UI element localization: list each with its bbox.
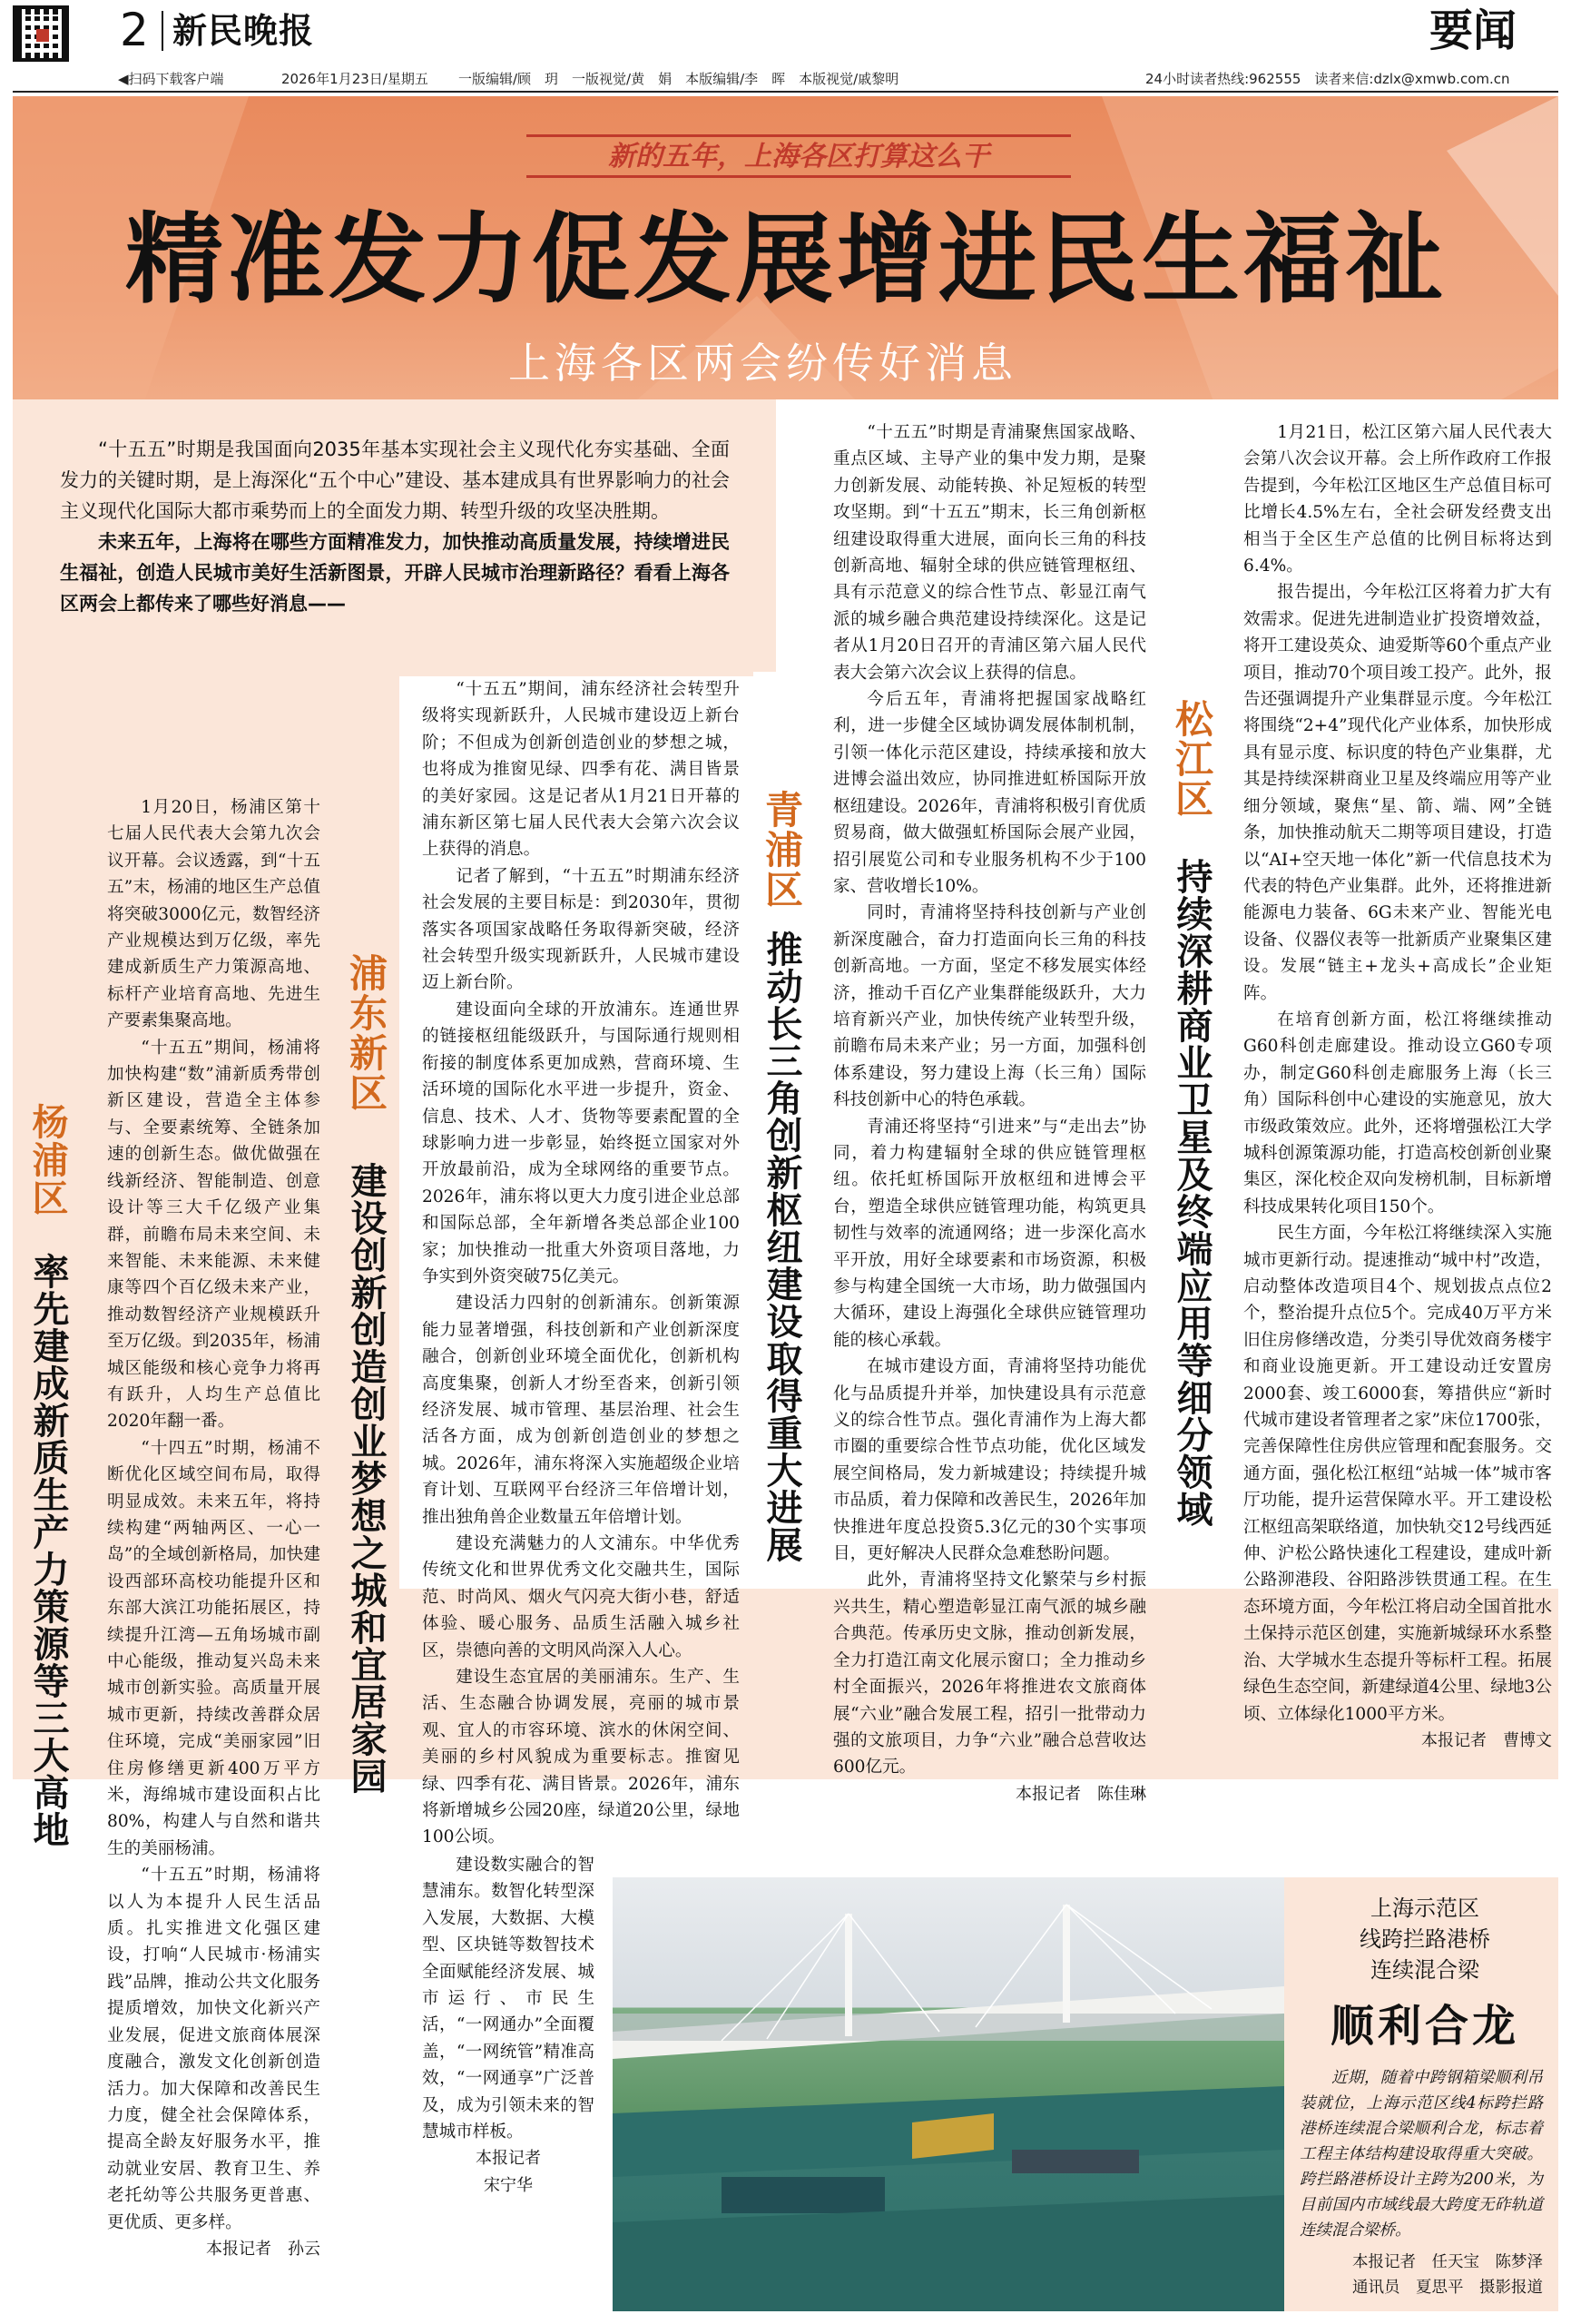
paragraph: 今后五年，青浦将把握国家战略红利，进一步健全区域协调发展体制机制，引领一体化示范区建设，持续承接和放大进博会溢出效应，协同推进虹桥国际开放枢纽建设。2026年，青浦将积极引育优质贸易商，做大做强虹桥国际会展产业园，招引展览公司和专业服务机构不少于100家、营收增长10%。: [833, 690, 1146, 896]
paragraph: 建设数实融合的智慧浦东。数智化转型深入发展，大数据、大模型、区块链等数智技术全面赋能经济发展、城市运行、市民生活，“一网通办”全面覆盖，“一网统管”精准高效，“一网通享”广泛普及，成为引领未来的智慧城市样板。: [422, 1856, 594, 2142]
qr-code[interactable]: [13, 5, 69, 62]
article-title-yangpu: 率先建成新质生产力策源等三大高地: [27, 1253, 69, 1848]
byline: 本报记者 陈佳琳: [1016, 1784, 1146, 1804]
intro-box: [36, 418, 753, 676]
section-label: 要闻: [1429, 5, 1517, 56]
paragraph: 建设充满魅力的人文浦东。中华优秀传统文化和世界优秀文化交融共生，国际范、时尚风、烟火气闪亮大街小巷，舒适体验、暖心服务、品质生活融入城乡社区，崇德向善的文明风尚深入人心。: [422, 1534, 740, 1660]
paragraph: 记者了解到，“十五五”时期浦东经济社会发展的主要目标是：到2030年，贯彻落实各项国家战略任务取得新突破，经济社会转型升级实现新跃升，人民城市建设迈上新台阶。: [422, 866, 740, 993]
paragraph: 此外，青浦将坚持文化繁荣与乡村振兴共生，精心塑造彰显江南气派的城乡融合典范。传承历史文脉，推动创新发展，全力打造江南文化展示窗口；全力推动乡村全面振兴，2026年将推进农文旅商体展“六业”融合发展工程，招引一批带动力强的文旅项目，力争“六业”融合总营收达600亿元。: [833, 1571, 1146, 1777]
banner-kicker: [526, 134, 1071, 178]
paragraph: 民生方面，今年松江将继续深入实施城市更新行动。提速推动“城中村”改造，启动整体改造项目4个、规划拔点点位2个，整治提升点位5个。完成40万平方米旧住房修缮改造，分类引导优效商务楼宇和商业设施更新。开工建设动迁安置房2000套、竣工6000套，筹措供应“新时代城市建设者管理者之家”床位1700张，完善保障性住房供应管理和配套服务。交通方面，强化松江枢纽“站城一体”城市客厅功能，提升运营保障水平。开工建设松江枢纽高架联络道，加快轨交12号线西延伸、沪松公路快速化工程建设，建成叶新公路泖港段、谷阳路涉铁贯通工程。在生态环境方面，今年松江将启动全国首批水土保持示范区创建，实施新城绿环水系整治、大学城水生态提升等标杆工程。拓展绿色生态空间，新建绿道4公里、绿地3公顷、立体绿化1000平方米。: [1243, 1224, 1552, 1724]
bridge-subtitle-line: 连续混合梁: [1370, 1957, 1479, 1983]
bridge-illustration: [613, 1877, 1284, 2311]
paragraph: “十五五”期间，杨浦将加快构建“数”浦新质秀带创新区建设，营造全主体参与、全要素统筹、全链条加速的创新生态。做优做强在线新经济、智能制造、创意设计等三大千亿级产业集群，前瞻布局未来空间、未来智能、未来能源、未来健康等四个百亿级未来产业，推动数智经济产业规模跃升至万亿级。到2035年，杨浦城区能级和核心竞争力将再有跃升，人均生产总值比2020年翻一番。: [107, 1038, 320, 1432]
paragraph: 1月21日，松江区第六届人民代表大会第八次会议开幕。会上所作政府工作报告提到，今年松江区地区生产总值目标可比增长4.5%左右，全社会研发经费支出相当于全区生产总值的比例目标将达到6.4%。: [1243, 423, 1552, 576]
article-title-pudong: 建设创新创造创业梦想之城和宜居家园: [345, 1162, 387, 1795]
article-body-pudong: [422, 676, 740, 1849]
banner-kicker-text: 新的五年，上海各区打算这么干: [608, 141, 989, 172]
paragraph: 1月20日，杨浦区第十七届人民代表大会第九次会议开幕。会议透露，到“十五五”末，杨浦的地区生产总值将突破3000亿元，数智经济产业规模达到万亿级，率先建成新质生产力策源高地、标杆产业培育高地、先进生产要素集聚高地。: [107, 798, 320, 1031]
paragraph: 在城市建设方面，青浦将坚持功能优化与品质提升并举，加快建设具有示范意义的综合性节点。强化青浦作为上海大都市圈的重要综合性节点功能，优化区域发展空间格局，发力新城建设；持续提升城市品质，着力保障和改善民生，2026年加快推进年度总投资5.3亿元的30个实事项目，更好解决人民群众急难愁盼问题。: [833, 1357, 1146, 1564]
paragraph: 青浦还将坚持“引进来”与“走出去”协同，着力构建辐射全球的供应链管理枢纽。依托虹桥国际开放枢纽和进博会平台，塑造全球供应链管理功能，构筑更具韧性与效率的流通网络；进一步深化高水平开放，用好全球要素和市场资源，积极参与构建全国统一大市场，助力做强国内大循环，建设上海强化全球供应链管理功能的核心承载。: [833, 1117, 1146, 1350]
bridge-credit: 本报记者 任天宝 陈梦泽 通讯员 夏思平 摄影报道: [1352, 2253, 1543, 2297]
header-rule: [13, 91, 1558, 93]
district-name-qingpu: 青浦区: [760, 790, 804, 910]
subheadline: 上海各区两会纷传好消息: [508, 339, 1017, 388]
qr-caption: ◀扫码下载客户端: [118, 71, 224, 87]
reader-hotline: 24小时读者热线:962555 读者来信:dzlx@xmwb.com.cn: [1145, 71, 1510, 87]
intro-paragraph: 未来五年，上海将在哪些方面精准发力，加快推动高质量发展，持续增进民生福祉，创造人民城市美好生活新图景，开辟人民城市治理新路径？看看上海各区两会上都传来了哪些好消息——: [60, 531, 730, 615]
article-body-pudong-tail: [422, 1852, 594, 2306]
district-name-pudong: 浦东新区: [344, 953, 388, 1113]
byline: 本报记者 曹博文: [1421, 1730, 1552, 1750]
headline: 精准发力促发展增进民生福祉: [124, 203, 1447, 317]
intro-paragraph: “十五五”时期是我国面向2035年基本实现社会主义现代化夯实基础、全面发力的关键时期，是上海深化“五个中心”建设、基本建成具有世界影响力的社会主义现代化国际大都市乘势而上的全面发力期、转型升级的攻坚决胜期。: [60, 438, 730, 522]
header-divider: [162, 11, 163, 51]
page-number: 2: [120, 4, 149, 56]
byline: 本报记者 宋宁华: [476, 2149, 541, 2195]
bridge-subtitle: [1307, 1893, 1543, 1985]
article-title-songjiang: 持续深耕商业卫星及终端应用等细分领域: [1171, 858, 1213, 1528]
paragraph: “十五五”期间，浦东经济社会转型升级将实现新跃升，人民城市建设迈上新台阶；不但成为创新创造创业的梦想之城，也将成为推窗见绿、四季有花、满目皆景的美好家园。这是记者从1月21日开幕的浦东新区第七届人民代表大会第六次会议上获得的消息。: [422, 680, 740, 860]
bridge-subtitle-line: 线跨拦路港桥: [1360, 1926, 1490, 1952]
bridge-body: 近期，随着中跨钢箱梁顺利吊装就位，上海示范区线4标跨拦路港桥连续混合梁顺利合龙，标志着工程主体结构建设取得重大突破。跨拦路港桥设计主跨为200米，为目前国内市域线最大跨度无砟轨道连续混合梁桥。: [1300, 2069, 1543, 2240]
paragraph: 建设面向全球的开放浦东。连通世界的链接枢纽能级跃升，与国际通行规则相衔接的制度体系更加成熟，营商环境、生活环境的国际化水平进一步提升，资金、信息、技术、人才、货物等要素配置的全球影响力进一步彰显，始终挺立国家对外开放最前沿，成为全球网络的重要节点。2026年，浦东将以更大力度引进企业总部和国际总部，全年新增各类总部企业100家；加快推动一批重大外资项目落地，力争实到外资突破75亿美元。: [422, 1000, 740, 1286]
bridge-title: 顺利合龙: [1330, 2001, 1519, 2052]
byline: 本报记者 孙云: [206, 2239, 320, 2259]
article-body-qingpu: [833, 419, 1146, 1836]
paragraph: “十四五”时期，杨浦不断优化区域空间布局，取得明显成效。未来五年，将持续构建“两轴两区、一心一岛”的全域创新格局，加快建设西部环高校功能提升区和东部大滨江功能拓展区，持续提升江湾—五角场城市副中心能级，推动复兴岛未来城市创新实验。高质量开展城市更新，持续改善群众居住环境，完成“美丽家园”旧住房修缮更新400万平方米，海绵城市建设面积占比80%，构建人与自然和谐共生的美丽杨浦。: [107, 1438, 320, 1858]
bridge-photo: [613, 1877, 1284, 2311]
paragraph: 建设活力四射的创新浦东。创新策源能力显著增强，科技创新和产业创新深度融合，创新创业环境全面优化，创新机构高度集聚，创新人才纷至沓来，创新引领经济发展、城市管理、基层治理、社会生活各方面，成为创新创造创业的梦想之城。2026年，浦东将深入实施超级企业培育计划、互联网平台经济三年倍增计划，推出独角兽企业数量五年倍增计划。: [422, 1294, 740, 1527]
district-name-songjiang: 松江区: [1170, 699, 1214, 819]
paragraph: 同时，青浦将坚持科技创新与产业创新深度融合，奋力打造面向长三角的科技创新高地。一方面，坚定不移发展实体经济，推动千百亿产业集群能级跃升，大力培育新兴产业，加快传统产业转型升级，前瞻布局未来产业；另一方面，加强科创体系建设，努力建设上海（长三角）国际科技创新中心的特色承载。: [833, 903, 1146, 1110]
district-name-yangpu: 杨浦区: [26, 1103, 68, 1217]
paragraph: “十五五”时期是青浦聚焦国家战略、重点区域、主导产业的集中发力期，是聚力创新发展、动能转换、补足短板的转型攻坚期。到“十五五”期末，长三角创新枢纽建设取得重大进展，面向长三角的科技创新高地、辐射全球的供应链管理枢纽、具有示范意义的综合性节点、彰显江南气派的城乡融合典范建设持续深化。这是记者从1月20日召开的青浦区第六届人民代表大会第六次会议上获得的信息。: [833, 423, 1146, 683]
paragraph: 建设生态宜居的美丽浦东。生产、生活、生态融合协调发展，亮丽的城市景观、宜人的市容环境、滨水的休闲空间、美丽的乡村风貌成为重要标志。推窗见绿、四季有花、满目皆景。2026年，浦东将新增城乡公园20座，绿道20公里，绿地100公顷。: [422, 1668, 740, 1847]
bridge-subtitle-line: 上海示范区: [1370, 1896, 1479, 1921]
article-body-yangpu: [107, 794, 320, 2301]
date-line: 2026年1月23日/星期五: [281, 71, 428, 87]
paragraph: 报告提出，今年松江区将着力扩大有效需求。促进先进制造业扩投资增效益，将开工建设英众、迪爱斯等60个重点产业项目，推动70个项目竣工投产。此外，报告还强调提升产业集群显示度。今年松江将围绕“2+4”现代化产业体系，加快形成具有显示度、标识度的特色产业集群，尤其是持续深耕商业卫星及终端应用等产业细分领域，聚焦“星、箭、端、网”全链条，加快推动航天二期等项目建设，打造以“AI+空天地一体化”新一代信息技术为代表的特色产业集群。此外，还将推进新能源电力装备、6G未来产业、智能光电设备、仪器仪表等一批新质产业聚集区建设。发展“链主+龙头+高成长”企业矩阵。: [1243, 583, 1552, 1003]
paper-name: 新民晚报: [172, 10, 315, 51]
article-body-songjiang: [1243, 419, 1552, 1872]
paragraph: 在培育创新方面，松江将继续推动G60科创走廊建设。推动设立G60专项办，制定G60科创走廊服务上海（长三角）国际科创中心建设的实施意见，放大市级政策效应。此外，还将增强松江大学城科创源策源功能，打造高校创新创业聚集区，深化校企双向发榜机制，目标新增科技成果转化项目150个。: [1243, 1009, 1552, 1216]
editors-line: 一版编辑/顾 玥 一版视觉/黄 娟 本版编辑/李 晖 本版视觉/戚黎明: [458, 71, 899, 87]
paragraph: “十五五”时期，杨浦将以人为本提升人民生活品质。扎实推进文化强区建设，打响“人民城市·杨浦实践”品牌，推动公共文化服务提质增效，加快文化新兴产业发展，促进文旅商体展深度融合，激发文化创新创造活力。加大保障和改善民生力度，健全社会保障体系，提高全龄友好服务水平，推动就业安居、教育卫生、养老托幼等公共服务更普惠、更优质、更多样。: [107, 1866, 320, 2232]
article-title-qingpu: 推动长三角创新枢纽建设取得重大进展: [761, 931, 802, 1563]
